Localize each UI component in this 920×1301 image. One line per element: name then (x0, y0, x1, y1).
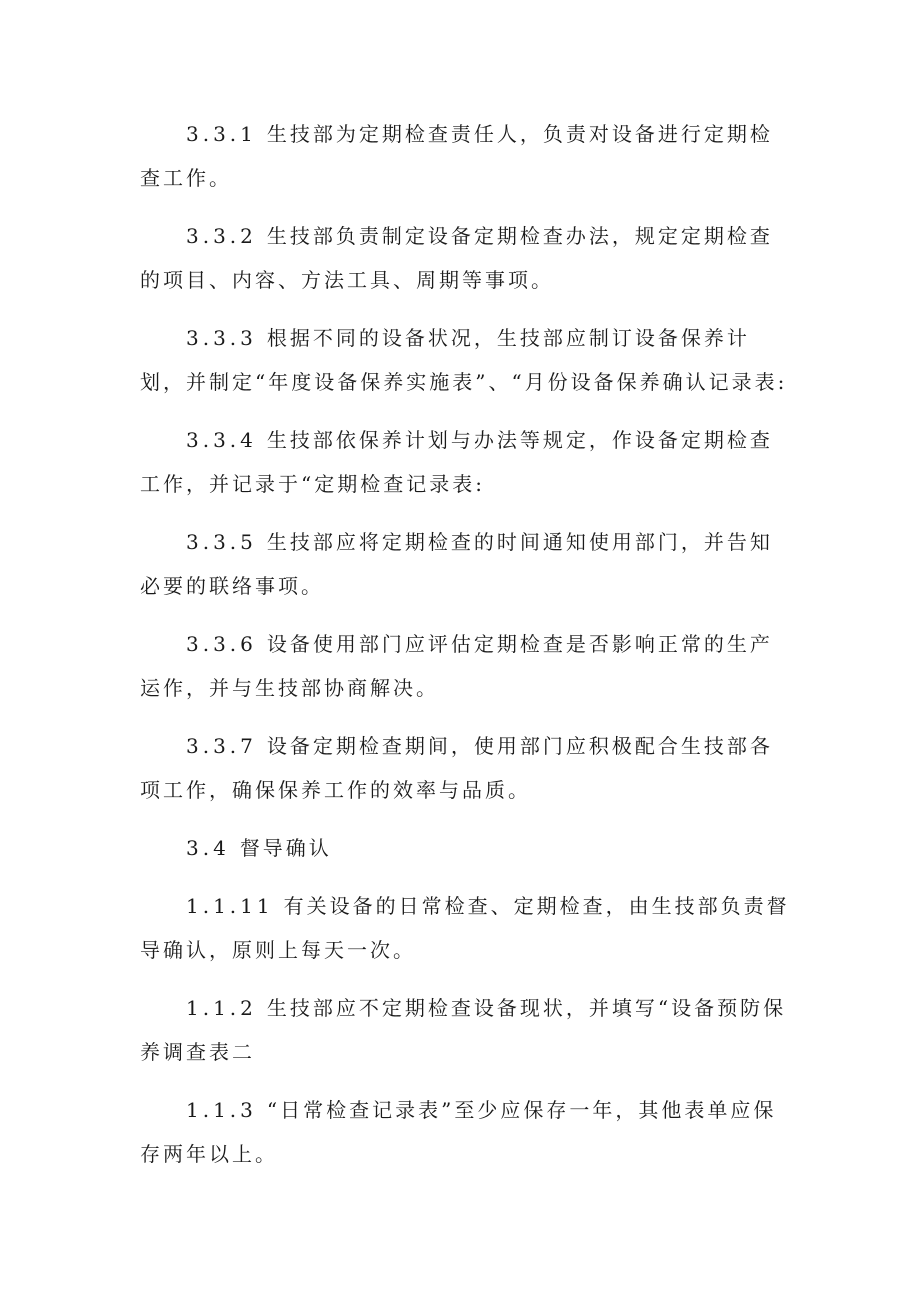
paragraph-text: 设备定期检查期间，使用部门应积极配合生技部各项工作，确保保养工作的效率与品质。 (140, 734, 773, 802)
paragraph-text: “日常检查记录表”至少应保存一年，其他表单应保存两年以上。 (140, 1098, 777, 1166)
paragraph-1-1-3 (140, 1088, 790, 1176)
paragraph-3-3-5 (140, 520, 790, 608)
section-number: 3.3.3 (186, 326, 257, 350)
section-number: 3.3.2 (186, 224, 257, 248)
paragraph-3-3-2 (140, 214, 790, 302)
paragraph-text: 生技部为定期检查责任人，负责对设备进行定期检查工作。 (140, 122, 773, 190)
paragraph-3-3-6 (140, 622, 790, 710)
paragraph-text: 生技部依保养计划与办法等规定，作设备定期检查工作，并记录于“定期检查记录表: (140, 428, 773, 496)
paragraph-text: 设备使用部门应评估定期检查是否影响正常的生产运作，并与生技部协商解决。 (140, 632, 773, 700)
paragraph-3-3-4 (140, 418, 790, 506)
paragraph-text: 生技部负责制定设备定期检查办法，规定定期检查的项目、内容、方法工具、周期等事项。 (140, 224, 773, 292)
section-number: 3.3.1 (186, 122, 257, 146)
section-number: 3.3.5 (186, 530, 257, 554)
section-number: 3.4 (186, 836, 230, 860)
section-number: 3.3.7 (186, 734, 257, 758)
paragraph-text: 生技部应不定期检查设备现状，并填写“设备预防保养调查表二 (140, 996, 787, 1064)
paragraph-text: 有关设备的日常检查、定期检查，由生技部负责督导确认，原则上每天一次。 (140, 894, 790, 962)
section-number: 1.1.11 (186, 894, 274, 918)
section-heading-text: 督导确认 (239, 836, 332, 860)
section-number: 3.3.4 (186, 428, 257, 452)
paragraph-3-3-3 (140, 316, 790, 404)
paragraph-3-3-1 (140, 112, 790, 200)
paragraph-text: 生技部应将定期检查的时间通知使用部门，并告知必要的联络事项。 (140, 530, 773, 598)
paragraph-3-3-7 (140, 724, 790, 812)
paragraph-1-1-11 (140, 884, 790, 972)
section-number: 3.3.6 (186, 632, 257, 656)
document-body (140, 112, 790, 1190)
section-number: 1.1.3 (186, 1098, 257, 1122)
section-heading-3-4 (140, 826, 790, 870)
section-number: 1.1.2 (186, 996, 257, 1020)
paragraph-1-1-2 (140, 986, 790, 1074)
paragraph-text: 根据不同的设备状况，生技部应制订设备保养计划，并制定“年度设备保养实施表”、“月份设备保养确认记录表: (140, 326, 788, 394)
